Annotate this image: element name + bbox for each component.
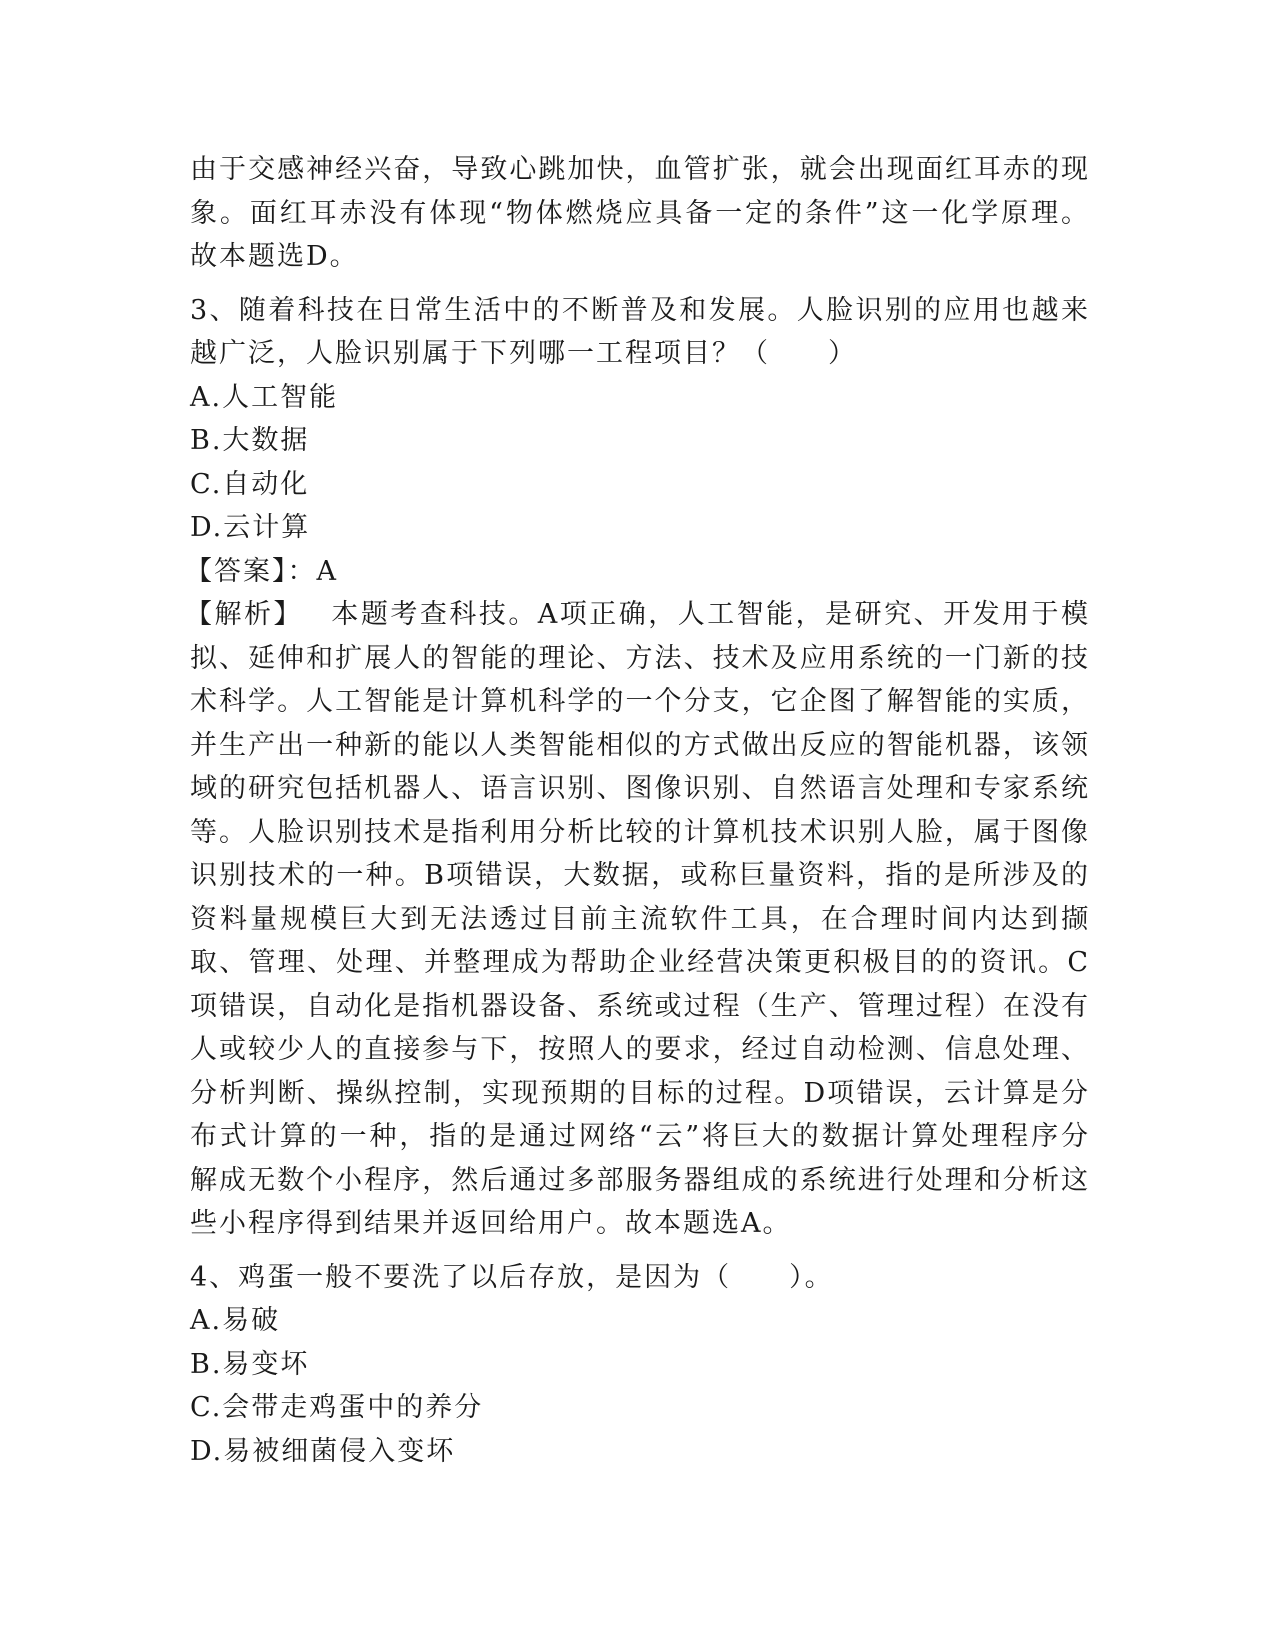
spacer — [190, 279, 1090, 289]
option-c: C.会带走鸡蛋中的养分 — [190, 1392, 484, 1423]
question-block-3 — [185, 289, 1091, 1246]
option-c: C.自动化 — [190, 468, 310, 500]
option-a: A.人工智能 — [190, 381, 339, 413]
option-d: D.易被细菌侵入变坏 — [190, 1435, 456, 1467]
option-d: D.云计算 — [190, 512, 311, 543]
document-page — [185, 148, 1091, 1473]
option-b: B.大数据 — [190, 425, 310, 456]
answer-value: A — [316, 555, 338, 587]
question-stem: 4、鸡蛋一般不要洗了以后存放，是因为（ ）。 — [190, 1261, 834, 1293]
question-stem: 3、随着科技在日常生活中的不断普及和发展。人脸识别的应用也越来越广泛，人脸识别属于下列哪一工程项目？（ ） — [190, 294, 1090, 369]
analysis-paragraph — [185, 593, 1091, 1246]
intro-paragraph: 由于交感神经兴奋，导致心跳加快，血管扩张，就会出现面红耳赤的现象。面红耳赤没有体现“物体燃烧应具备一定的条件”这一化学原理。故本题选D。 — [190, 154, 1090, 272]
analysis-label: 【解析】 — [185, 599, 303, 630]
option-b: B.易变坏 — [190, 1348, 310, 1380]
analysis-text: 本题考查科技。A项正确，人工智能，是研究、开发用于模拟、延伸和扩展人的智能的理论、方法、技术及应用系统的一门新的技术科学。人工智能是计算机科学的一个分支，它企图了解智能的实质，并生产出一种新的能以人类智能相似的方式做出反应的智能机器，该领域的研究包括机器人、语言识别、图像识别、自然语言处理和专家系统等。人脸识别技术是指利用分析比较的计算机技术识别人脸，属于图像识别技术的一种。B项错误，大数据，或称巨量资料，指的是所涉及的资料量规模巨大到无法透过目前主流软件工具，在合理时间内达到撷取、管理、处理、并整理成为帮助企业经营决策更积极目的的资讯。C项错误，自动化是指机器设备、系统或过程（生产、管理过程）在没有人或较少人的直接参与下，按照人的要求，经过自动检测、信息处理、分析判断、操纵控制，实现预期的目标的过程。D项错误，云计算是分布式计算的一种，指的是通过网络“云”将巨大的数据计算处理程序分解成无数个小程序，然后通过多部服务器组成的系统进行处理和分析这些小程序得到结果并返回给用户。故本题选A。 — [190, 599, 1091, 1239]
answer-line — [185, 550, 1090, 594]
spacer — [190, 1246, 1090, 1256]
option-a: A.易破 — [190, 1305, 281, 1336]
question-block-4 — [190, 1256, 1090, 1474]
answer-label: 【答案】： — [185, 555, 317, 587]
